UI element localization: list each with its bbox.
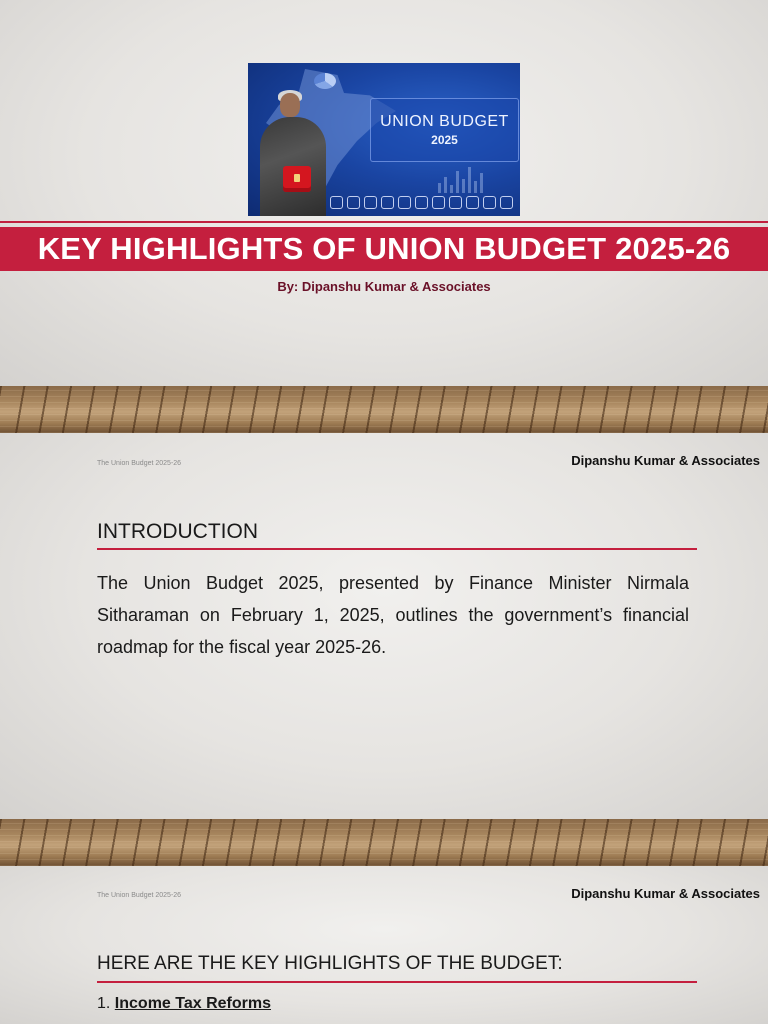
bank-icon: [483, 196, 496, 209]
globe-icon: [364, 196, 377, 209]
shirt-icon: [330, 196, 343, 209]
people-icon: [381, 196, 394, 209]
factory-icon: [398, 196, 411, 209]
wood-divider: [0, 386, 768, 433]
heading-underline: [97, 981, 697, 983]
bar-graph-graphic: [438, 163, 498, 193]
section-heading: INTRODUCTION: [97, 520, 258, 543]
slide-header-title: The Union Budget 2025-26: [97, 892, 182, 899]
pie-chart-icon: [314, 73, 336, 89]
shield-icon: [500, 196, 513, 209]
solar-panel-icon: [466, 196, 479, 209]
page-title: KEY HIGHLIGHTS OF UNION BUDGET 2025-26: [0, 227, 768, 271]
heading-underline: [97, 548, 697, 550]
hero-title: UNION BUDGET: [380, 113, 509, 130]
list-item-number: 1.: [97, 995, 111, 1012]
title-slide: [0, 0, 768, 386]
section-heading: HERE ARE THE KEY HIGHLIGHTS OF THE BUDGET:: [97, 953, 563, 974]
highlights-slide: [0, 866, 768, 1024]
wood-divider: [0, 819, 768, 866]
firm-name: Dipanshu Kumar & Associates: [571, 453, 760, 468]
sector-icons-row: [330, 193, 516, 211]
finance-minister-head: [280, 93, 300, 117]
introduction-slide: [0, 433, 768, 819]
list-item-label: Income Tax Reforms: [114, 995, 271, 1012]
firm-name: Dipanshu Kumar & Associates: [571, 886, 760, 901]
gear-icon: [432, 196, 445, 209]
red-briefcase-icon: [283, 166, 311, 192]
tractor-icon: [449, 196, 462, 209]
intro-paragraph: The Union Budget 2025, presented by Finance Minister Nirmala Sitharaman on February 1, 2025, outlines the government’s financial roadmap for the fiscal year 2025-26.: [97, 573, 689, 657]
hospital-icon: [347, 196, 360, 209]
hero-label-box: [370, 98, 519, 162]
hero-year: 2025: [431, 133, 458, 147]
author-byline: By: Dipanshu Kumar & Associates: [277, 279, 491, 294]
budget-hero-image: [248, 63, 520, 216]
medical-icon: [415, 196, 428, 209]
banner-top-rule: [0, 221, 768, 223]
slide-header-title: The Union Budget 2025-26: [97, 460, 182, 467]
list-item: [97, 995, 271, 1013]
